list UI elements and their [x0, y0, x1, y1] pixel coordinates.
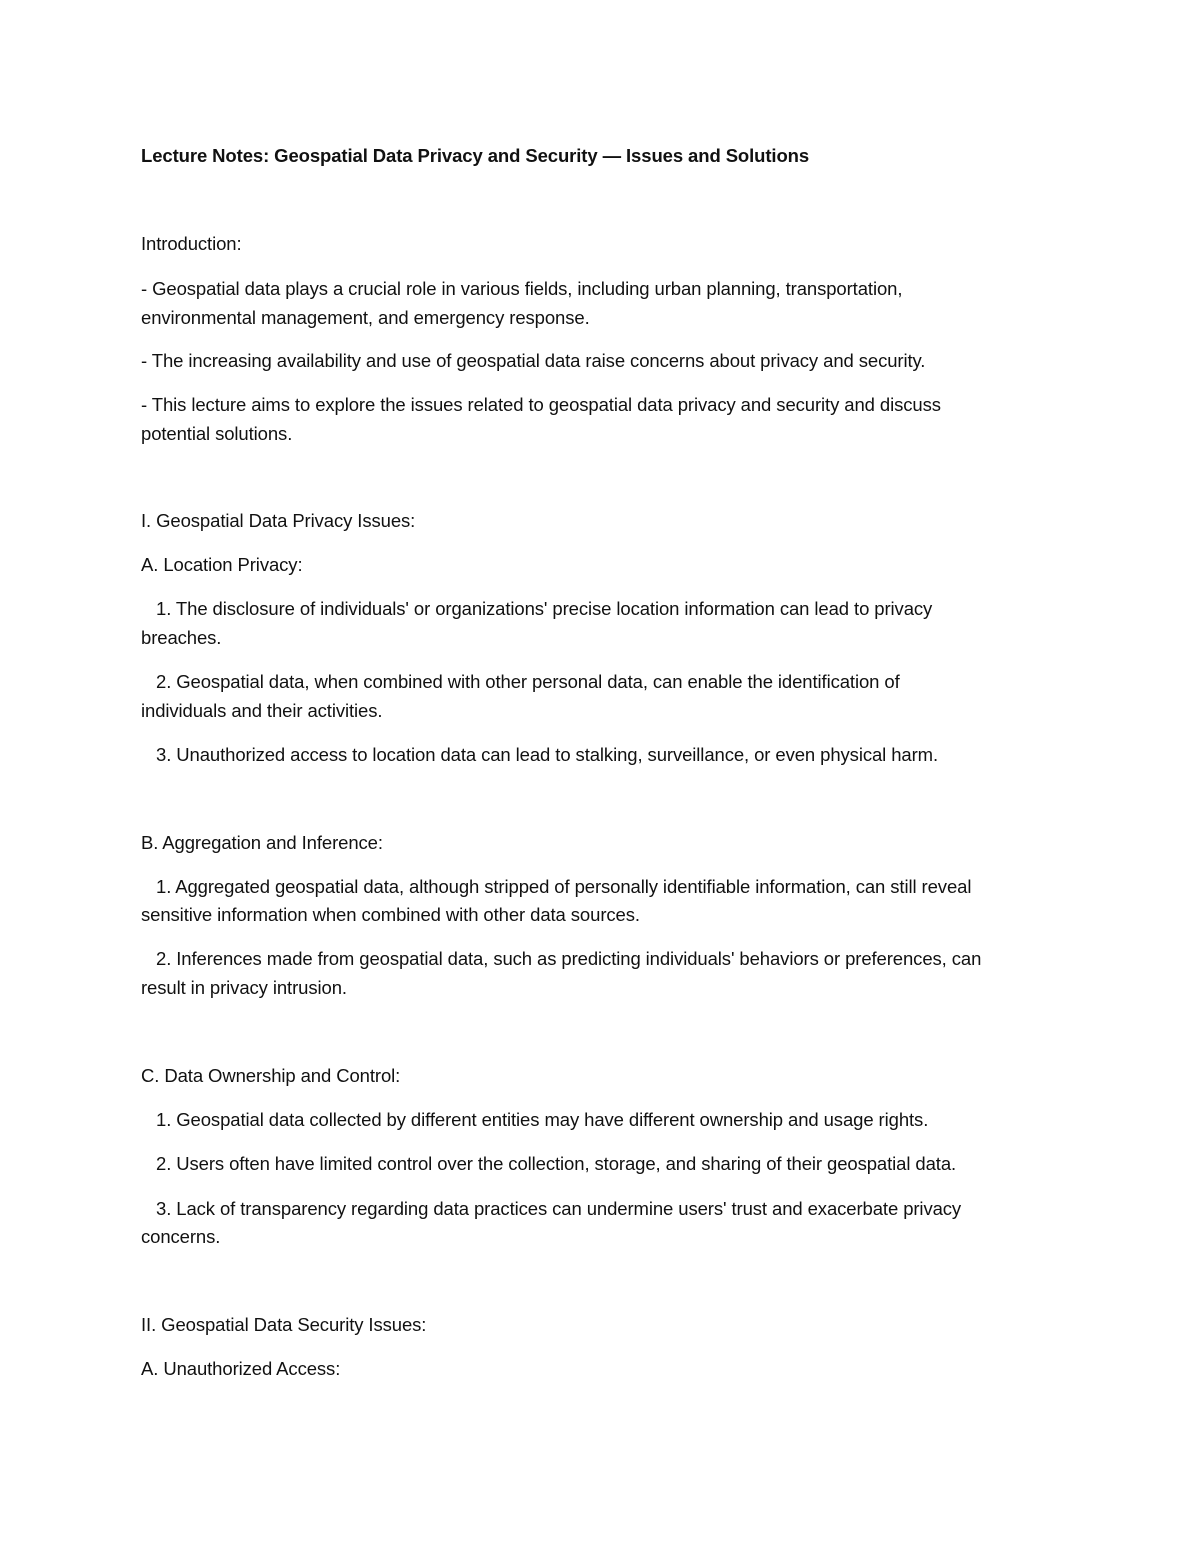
- intro-bullet-1-line-1: - Geospatial data plays a crucial role in various fields, including urban planning, transportation,: [141, 278, 903, 299]
- section-1c-item-3-line-2: concerns.: [141, 1226, 221, 1247]
- section-1b-item-2-line-2: result in privacy intrusion.: [141, 977, 347, 998]
- section-2a-heading: A. Unauthorized Access:: [141, 1358, 341, 1379]
- section-1a-item-1-line-1: 1. The disclosure of individuals' or organizations' precise location information can lead to privacy: [156, 598, 933, 619]
- intro-bullet-3-line-2: potential solutions.: [141, 423, 293, 444]
- section-1b-heading: B. Aggregation and Inference:: [141, 832, 383, 853]
- document-title: Lecture Notes: Geospatial Data Privacy and Security — Issues and Solutions: [141, 145, 810, 166]
- section-1c-heading: C. Data Ownership and Control:: [141, 1065, 401, 1086]
- section-1b-item-1-line-2: sensitive information when combined with other data sources.: [141, 904, 640, 925]
- introduction-heading: Introduction:: [141, 233, 242, 254]
- intro-bullet-2-line-1: - The increasing availability and use of geospatial data raise concerns about privacy and security.: [141, 350, 926, 371]
- intro-bullet-3-line-1: - This lecture aims to explore the issues related to geospatial data privacy and security and discuss: [141, 394, 941, 415]
- section-1a-item-1-line-2: breaches.: [141, 627, 222, 648]
- intro-bullet-1-line-2: environmental management, and emergency response.: [141, 307, 590, 328]
- section-1b-item-1-line-1: 1. Aggregated geospatial data, although stripped of personally identifiable information, can still reveal: [156, 876, 972, 897]
- section-1b-item-2-line-1: 2. Inferences made from geospatial data, such as predicting individuals' behaviors or preferences, can: [156, 948, 982, 969]
- section-2-heading: II. Geospatial Data Security Issues:: [141, 1314, 427, 1335]
- section-1a-item-2-line-1: 2. Geospatial data, when combined with other personal data, can enable the identification of: [156, 671, 900, 692]
- section-1a-item-3-line-1: 3. Unauthorized access to location data can lead to stalking, surveillance, or even physical harm.: [156, 744, 939, 765]
- section-1c-item-3-line-1: 3. Lack of transparency regarding data practices can undermine users' trust and exacerbate privacy: [156, 1198, 962, 1219]
- section-1c-item-2-line-1: 2. Users often have limited control over the collection, storage, and sharing of their geospatial data.: [156, 1153, 957, 1174]
- section-1c-item-1-line-1: 1. Geospatial data collected by different entities may have different ownership and usage rights.: [156, 1109, 929, 1130]
- section-1a-heading: A. Location Privacy:: [141, 554, 303, 575]
- section-1-heading: I. Geospatial Data Privacy Issues:: [141, 510, 416, 531]
- section-1a-item-2-line-2: individuals and their activities.: [141, 700, 383, 721]
